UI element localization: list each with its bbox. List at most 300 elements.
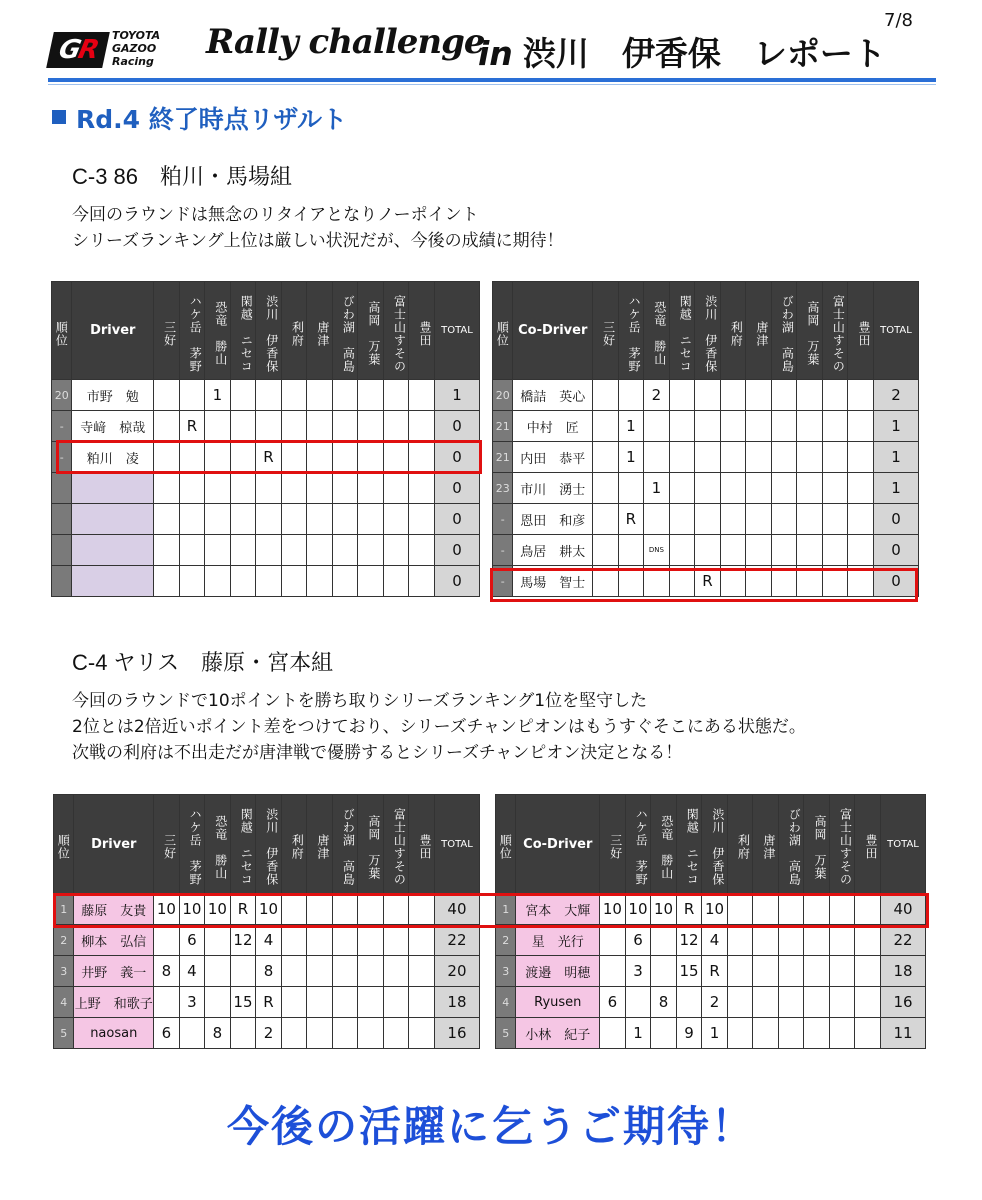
rank-header: 順位 (54, 795, 74, 894)
total-cell: 40 (881, 894, 926, 925)
total-cell: 0 (434, 473, 479, 504)
result-cell (855, 925, 881, 956)
result-cell: R (256, 987, 282, 1018)
table-row (54, 987, 480, 1018)
result-cell (618, 473, 644, 504)
rally-challenge-logo: Rally challenge (206, 22, 485, 62)
c4-desc-line-2: 2位とは2倍近いポイント差をつけており、シリーズチャンピオンはもうすぐそこにある状態だ。 (72, 717, 806, 737)
result-cell (746, 380, 772, 411)
result-cell: 3 (179, 987, 205, 1018)
result-cell (778, 1018, 804, 1049)
result-cell (383, 535, 409, 566)
rank-header: 順位 (52, 282, 72, 380)
name-cell: 渡邉 明穂 (516, 956, 600, 987)
result-cell (695, 442, 721, 473)
rank-cell: - (52, 411, 72, 442)
name-cell: 宮本 大輝 (516, 894, 600, 925)
result-cell (778, 925, 804, 956)
result-cell: 10 (600, 894, 626, 925)
rank-cell: 2 (496, 925, 516, 956)
c3-team-title: C-3 86 粕川・馬場組 (72, 164, 293, 189)
result-cell (154, 380, 180, 411)
result-cell (230, 956, 256, 987)
total-cell: 0 (434, 442, 479, 473)
result-cell (848, 535, 874, 566)
result-cell (651, 925, 677, 956)
round-header: びわ湖 高島 (332, 282, 358, 380)
result-cell (205, 473, 231, 504)
result-cell (720, 473, 746, 504)
result-cell (720, 380, 746, 411)
round-header: 渋川 伊香保 (695, 282, 721, 380)
round-header: びわ湖 高島 (771, 282, 797, 380)
result-cell (771, 380, 797, 411)
name-cell (72, 504, 154, 535)
name-cell: 井野 義一 (74, 956, 154, 987)
result-cell (771, 504, 797, 535)
result-cell: DNS (644, 535, 670, 566)
brand-line-3: Racing (112, 55, 154, 68)
result-cell (332, 987, 358, 1018)
round-header: 閑越 ニセコ (230, 795, 256, 894)
rank-cell: 2 (54, 925, 74, 956)
rank-cell (52, 535, 72, 566)
round-header: 高岡 万葉 (358, 282, 384, 380)
result-cell (669, 504, 695, 535)
result-cell (409, 411, 435, 442)
round-header: 高岡 万葉 (358, 795, 384, 894)
result-cell: R (702, 956, 728, 987)
result-cell (409, 380, 435, 411)
rank-header: 順位 (496, 795, 516, 894)
result-cell: 10 (205, 894, 231, 925)
c4-winner-highlight (53, 893, 929, 928)
result-cell (600, 1018, 626, 1049)
result-cell: 1 (702, 1018, 728, 1049)
result-cell (848, 473, 874, 504)
result-cell: R (230, 894, 256, 925)
result-cell (753, 956, 779, 987)
result-cell (593, 473, 619, 504)
result-cell (651, 956, 677, 987)
round-header: 唐津 (753, 795, 779, 894)
rank-header: 順位 (493, 282, 513, 380)
result-cell (230, 535, 256, 566)
result-cell (409, 504, 435, 535)
result-cell: 9 (676, 1018, 702, 1049)
c4-description (72, 688, 806, 766)
result-cell (230, 504, 256, 535)
round-header: 閑越 ニセコ (230, 282, 256, 380)
result-cell (848, 411, 874, 442)
result-cell (230, 473, 256, 504)
total-cell: 0 (434, 566, 479, 597)
result-cell (695, 380, 721, 411)
result-cell: 15 (676, 956, 702, 987)
result-cell (778, 987, 804, 1018)
result-cell (727, 1018, 753, 1049)
result-cell (855, 956, 881, 987)
total-cell: 18 (881, 956, 926, 987)
result-cell (848, 380, 874, 411)
round-header: 高岡 万葉 (804, 795, 830, 894)
name-cell: 柳本 弘信 (74, 925, 154, 956)
result-cell: 1 (205, 380, 231, 411)
round-header: 豊田 (855, 795, 881, 894)
rank-cell: 20 (493, 380, 513, 411)
round-header: 富士山すその (829, 795, 855, 894)
round-header: 唐津 (307, 795, 333, 894)
name-cell: 寺﨑 椋哉 (72, 411, 154, 442)
total-cell: 0 (873, 535, 918, 566)
gr-mark (46, 32, 110, 68)
name-cell: 中村 匠 (513, 411, 593, 442)
result-cell: 10 (702, 894, 728, 925)
result-cell (383, 1018, 409, 1049)
result-cell (593, 442, 619, 473)
result-cell (618, 380, 644, 411)
result-cell (332, 380, 358, 411)
round-header: 三好 (154, 795, 180, 894)
result-cell (332, 956, 358, 987)
result-cell (727, 925, 753, 956)
total-cell: 11 (881, 1018, 926, 1049)
result-cell (383, 987, 409, 1018)
result-cell: 2 (702, 987, 728, 1018)
c3-desc-line-2: シリーズランキング上位は厳しい状況だが、今後の成績に期待！ (72, 231, 564, 251)
round-header: 豊田 (409, 282, 435, 380)
result-cell (746, 442, 772, 473)
section-title-text: Rd.4 終了時点リザルト (76, 105, 347, 134)
result-cell (256, 504, 282, 535)
result-cell (281, 566, 307, 597)
result-cell: 10 (625, 894, 651, 925)
name-cell (72, 535, 154, 566)
total-cell: 18 (434, 987, 479, 1018)
total-cell: 1 (873, 473, 918, 504)
result-cell: 10 (179, 894, 205, 925)
header-title (478, 28, 886, 75)
result-cell (307, 566, 333, 597)
name-cell: 馬場 智士 (513, 566, 593, 597)
result-cell: 1 (644, 473, 670, 504)
result-cell (829, 925, 855, 956)
result-cell: 4 (256, 925, 282, 956)
result-cell (804, 1018, 830, 1049)
result-cell (358, 380, 384, 411)
result-cell (797, 535, 823, 566)
section-title (52, 100, 347, 136)
driver-header: Driver (72, 282, 154, 380)
result-cell (256, 380, 282, 411)
round-header: 高岡 万葉 (797, 282, 823, 380)
round-header: 利府 (720, 282, 746, 380)
total-cell: 1 (873, 442, 918, 473)
result-cell (230, 411, 256, 442)
result-cell: 4 (179, 956, 205, 987)
rank-cell: 4 (496, 987, 516, 1018)
name-cell (72, 566, 154, 597)
result-cell: 6 (600, 987, 626, 1018)
result-cell (332, 1018, 358, 1049)
table-row (493, 411, 919, 442)
brand-line-2: GAZOO (112, 42, 157, 55)
round-header: 恐竜 勝山 (205, 282, 231, 380)
rank-cell: 21 (493, 442, 513, 473)
result-cell (154, 925, 180, 956)
result-cell (669, 411, 695, 442)
page-header (0, 0, 982, 95)
total-header: TOTAL (434, 282, 479, 380)
result-cell (154, 566, 180, 597)
result-cell: 6 (154, 1018, 180, 1049)
name-cell: 市野 勉 (72, 380, 154, 411)
result-cell (383, 411, 409, 442)
result-cell (669, 442, 695, 473)
result-cell (409, 473, 435, 504)
result-cell: 2 (644, 380, 670, 411)
table-row (493, 535, 919, 566)
result-cell: 8 (651, 987, 677, 1018)
brand-line-1: TOYOTA (112, 29, 161, 42)
result-cell (307, 504, 333, 535)
total-cell: 16 (881, 987, 926, 1018)
total-cell: 2 (873, 380, 918, 411)
result-cell (332, 504, 358, 535)
result-cell (409, 535, 435, 566)
header-title-in: in (478, 34, 513, 73)
round-header: 恐竜 勝山 (644, 282, 670, 380)
result-cell (771, 411, 797, 442)
result-cell (720, 411, 746, 442)
result-cell (746, 504, 772, 535)
c4-desc-line-3: 次戦の利府は不出走だが唐津戦で優勝するとシリーズチャンピオン決定となる！ (72, 743, 683, 763)
result-cell (822, 473, 848, 504)
table-row (52, 504, 480, 535)
round-header: 閑越 ニセコ (676, 795, 702, 894)
round-header: 三好 (600, 795, 626, 894)
result-cell (727, 987, 753, 1018)
result-cell (205, 535, 231, 566)
name-cell: 藤原 友貴 (74, 894, 154, 925)
result-cell (307, 1018, 333, 1049)
table-row (496, 1018, 926, 1049)
result-cell (230, 1018, 256, 1049)
result-cell (593, 411, 619, 442)
result-cell (154, 987, 180, 1018)
round-header: 富士山すその (383, 282, 409, 380)
result-cell (618, 535, 644, 566)
header-divider-thin (48, 84, 936, 85)
total-cell: 22 (434, 925, 479, 956)
table-row (54, 956, 480, 987)
result-cell: 1 (618, 411, 644, 442)
rank-cell: 1 (54, 894, 74, 925)
round-header: 恐竜 勝山 (205, 795, 231, 894)
result-cell (797, 380, 823, 411)
c3-codriver-table (492, 281, 919, 597)
name-cell: 市川 湧士 (513, 473, 593, 504)
result-cell (720, 504, 746, 535)
result-cell (695, 411, 721, 442)
table-row (496, 925, 926, 956)
rank-cell: - (493, 535, 513, 566)
result-cell (281, 473, 307, 504)
result-cell (600, 925, 626, 956)
result-cell: 15 (230, 987, 256, 1018)
result-cell: 8 (256, 956, 282, 987)
name-cell: 上野 和歌子 (74, 987, 154, 1018)
name-cell: naosan (74, 1018, 154, 1049)
result-cell (753, 1018, 779, 1049)
result-cell (409, 566, 435, 597)
total-header: TOTAL (873, 282, 918, 380)
codriver-header: Co-Driver (516, 795, 600, 894)
result-cell (256, 411, 282, 442)
result-cell (281, 535, 307, 566)
name-cell: 橋詰 英心 (513, 380, 593, 411)
result-cell: 2 (256, 1018, 282, 1049)
round-header: 富士山すその (383, 795, 409, 894)
table-row (52, 535, 480, 566)
result-cell (205, 925, 231, 956)
result-cell (797, 473, 823, 504)
result-cell (256, 566, 282, 597)
result-cell (230, 566, 256, 597)
result-cell (332, 473, 358, 504)
round-header: 三好 (154, 282, 180, 380)
codriver-header: Co-Driver (513, 282, 593, 380)
result-cell (644, 442, 670, 473)
rank-cell: 3 (496, 956, 516, 987)
table-row (493, 504, 919, 535)
result-cell (822, 380, 848, 411)
result-cell (179, 535, 205, 566)
result-cell (154, 504, 180, 535)
round-header: 唐津 (307, 282, 333, 380)
rank-cell: 21 (493, 411, 513, 442)
c3-description (72, 202, 564, 254)
gazoo-racing-logo (50, 28, 200, 72)
result-cell (205, 956, 231, 987)
result-cell (409, 1018, 435, 1049)
result-cell: 10 (651, 894, 677, 925)
result-cell (695, 535, 721, 566)
total-cell: 0 (434, 411, 479, 442)
result-cell (669, 380, 695, 411)
rank-cell: 5 (54, 1018, 74, 1049)
result-cell (829, 956, 855, 987)
result-cell (669, 535, 695, 566)
result-cell (205, 411, 231, 442)
result-cell (256, 473, 282, 504)
round-header: 豊田 (409, 795, 435, 894)
round-header: ハケ岳 茅野 (625, 795, 651, 894)
result-cell (179, 566, 205, 597)
round-header: 渋川 伊香保 (256, 282, 282, 380)
result-cell (307, 535, 333, 566)
result-cell (771, 473, 797, 504)
round-header: 利府 (281, 795, 307, 894)
result-cell (281, 987, 307, 1018)
result-cell (383, 473, 409, 504)
result-cell (797, 411, 823, 442)
result-cell (383, 380, 409, 411)
result-cell (332, 411, 358, 442)
result-cell (409, 956, 435, 987)
table-row (496, 987, 926, 1018)
result-cell: 6 (179, 925, 205, 956)
result-cell (746, 473, 772, 504)
result-cell (383, 925, 409, 956)
round-header: びわ湖 高島 (332, 795, 358, 894)
result-cell (358, 473, 384, 504)
result-cell (358, 1018, 384, 1049)
total-cell: 0 (434, 504, 479, 535)
result-cell (205, 566, 231, 597)
header-divider (48, 78, 936, 82)
result-cell (154, 411, 180, 442)
result-cell: 1 (625, 1018, 651, 1049)
result-cell (855, 1018, 881, 1049)
result-cell (307, 411, 333, 442)
result-cell: 3 (625, 956, 651, 987)
rank-cell (52, 473, 72, 504)
result-cell (804, 925, 830, 956)
result-cell (205, 504, 231, 535)
round-header: ハケ岳 茅野 (618, 282, 644, 380)
result-cell (720, 535, 746, 566)
rank-cell (52, 504, 72, 535)
result-cell (746, 411, 772, 442)
total-cell: 16 (434, 1018, 479, 1049)
table-row (54, 925, 480, 956)
result-cell: R (676, 894, 702, 925)
result-cell (409, 987, 435, 1018)
result-cell: R (695, 566, 721, 597)
result-cell (307, 380, 333, 411)
round-header: 利府 (727, 795, 753, 894)
rank-cell: 23 (493, 473, 513, 504)
driver-header: Driver (74, 795, 154, 894)
result-cell (281, 380, 307, 411)
result-cell (753, 925, 779, 956)
total-cell: 0 (873, 566, 918, 597)
total-cell: 20 (434, 956, 479, 987)
table-row (493, 380, 919, 411)
result-cell (358, 956, 384, 987)
round-header: 富士山すその (822, 282, 848, 380)
c4-team-title: C-4 ヤリス 藤原・宮本組 (72, 650, 334, 675)
result-cell (797, 504, 823, 535)
total-cell: 0 (873, 504, 918, 535)
result-cell (154, 473, 180, 504)
result-cell (829, 1018, 855, 1049)
result-cell: 6 (625, 925, 651, 956)
round-header: 唐津 (746, 282, 772, 380)
square-bullet-icon (52, 110, 66, 124)
result-cell (383, 566, 409, 597)
table-row (52, 380, 480, 411)
result-cell (307, 473, 333, 504)
result-cell (651, 1018, 677, 1049)
result-cell (358, 987, 384, 1018)
result-cell (179, 473, 205, 504)
result-cell (804, 987, 830, 1018)
result-cell: 8 (205, 1018, 231, 1049)
table-row (52, 566, 480, 597)
result-cell (720, 442, 746, 473)
